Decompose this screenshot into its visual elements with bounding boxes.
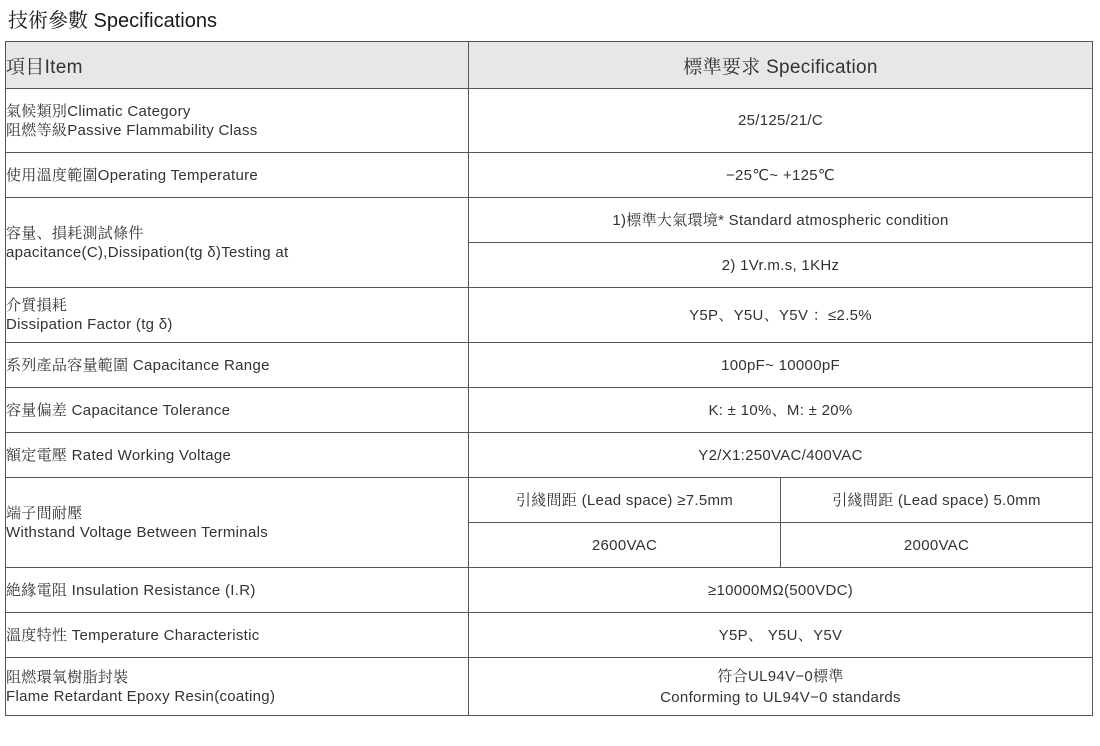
row-item-dissipation-factor: 介質損耗 Dissipation Factor (tg δ) (6, 288, 469, 343)
row-value-test-voltage-frequency: 2) 1Vr.m.s, 1KHz (469, 243, 1093, 288)
table-row (6, 388, 1093, 433)
table-row (6, 89, 1093, 153)
table-row (6, 478, 1093, 523)
row-item-flame-retardant-coating: 阻燃環氧樹脂封裝 Flame Retardant Epoxy Resin(coating) (6, 658, 469, 716)
table-row (6, 568, 1093, 613)
row-value-capacitance-range: 100pF~ 10000pF (469, 343, 1093, 388)
row-value-withstand-2600vac: 2600VAC (469, 523, 781, 568)
header-specification: 標準要求 Specification (469, 42, 1093, 89)
row-value-withstand-2000vac: 2000VAC (781, 523, 1093, 568)
row-item-withstand-voltage: 端子間耐壓 Withstand Voltage Between Terminals (6, 478, 469, 568)
row-value-insulation-resistance: ≥10000MΩ(500VDC) (469, 568, 1093, 613)
row-value-capacitance-tolerance: K: ± 10%、M: ± 20% (469, 388, 1093, 433)
row-item-capacitance-range: 系列產品容量範圍 Capacitance Range (6, 343, 469, 388)
row-value-temperature-characteristic: Y5P、 Y5U、Y5V (469, 613, 1093, 658)
table-header-row (6, 42, 1093, 89)
row-item-climatic-category: 氣候類別Climatic Category 阻燃等級Passive Flammability Class (6, 89, 469, 153)
row-value-lead-space-5-0mm: 引綫間距 (Lead space) 5.0mm (781, 478, 1093, 523)
row-item-rated-working-voltage: 額定電壓 Rated Working Voltage (6, 433, 469, 478)
specifications-table (5, 41, 1093, 716)
row-value-rated-working-voltage: Y2/X1:250VAC/400VAC (469, 433, 1093, 478)
row-item-temperature-characteristic: 溫度特性 Temperature Characteristic (6, 613, 469, 658)
table-row (6, 343, 1093, 388)
table-row (6, 433, 1093, 478)
row-value-dissipation-factor: Y5P、Y5U、Y5V ：≤2.5% (469, 288, 1093, 343)
row-item-testing-conditions: 容量、損耗測試條件 apacitance(C),Dissipation(tg δ)Testing at (6, 198, 469, 288)
header-item: 項目Item (6, 42, 469, 89)
row-value-atmospheric-condition: 1)標準大氣環境* Standard atmospheric condition (469, 198, 1093, 243)
table-row (6, 198, 1093, 243)
row-value-lead-space-7-5mm: 引綫間距 (Lead space) ≥7.5mm (469, 478, 781, 523)
table-row (6, 613, 1093, 658)
table-row (6, 658, 1093, 716)
row-item-capacitance-tolerance: 容量偏差 Capacitance Tolerance (6, 388, 469, 433)
row-item-operating-temperature: 使用溫度範圍Operating Temperature (6, 153, 469, 198)
row-value-operating-temperature: −25℃~ +125℃ (469, 153, 1093, 198)
table-row (6, 288, 1093, 343)
row-value-climatic-category: 25/125/21/C (469, 89, 1093, 153)
row-item-insulation-resistance: 絶緣電阻 Insulation Resistance (I.R) (6, 568, 469, 613)
table-row (6, 153, 1093, 198)
row-value-flame-retardant-standard: 符合UL94V−0標準 Conforming to UL94V−0 standards (469, 658, 1093, 716)
page-title: 技術參數 Specifications (8, 10, 217, 32)
